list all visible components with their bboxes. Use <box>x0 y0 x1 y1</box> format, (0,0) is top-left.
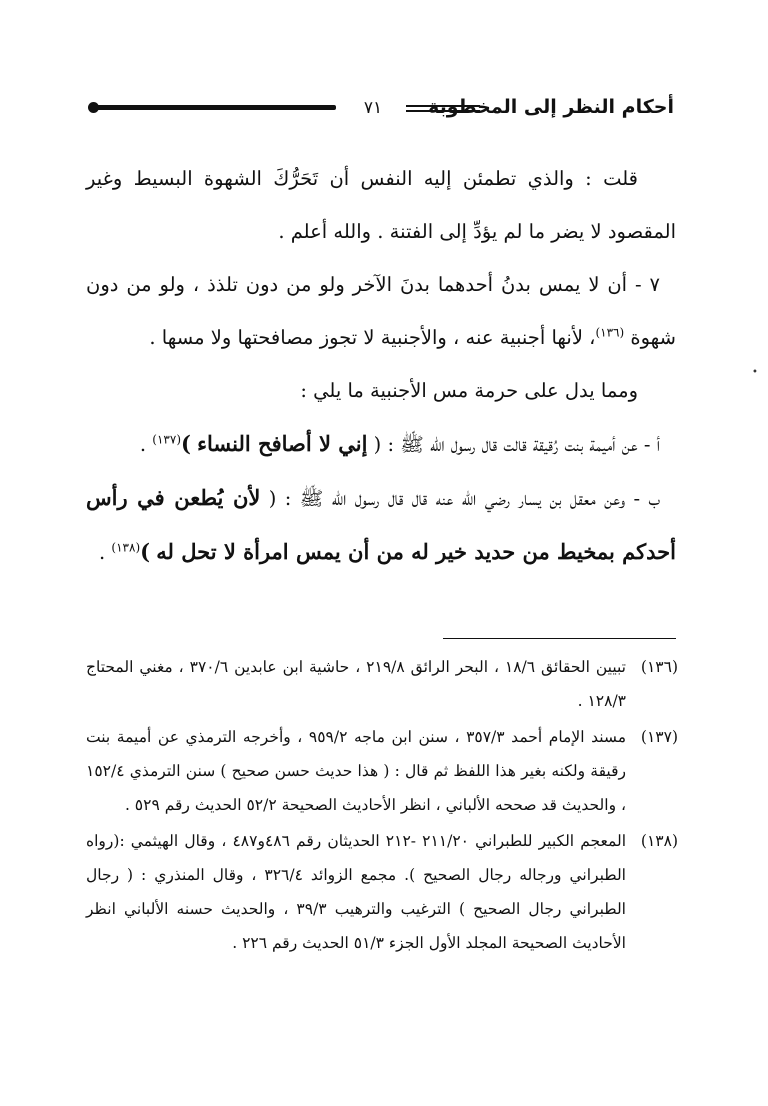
footnote-text: تبيين الحقائق ١٨/٦ ، البحر الرائق ٢١٩/٨ ، حاشية ابن عابدين ٣٧٠/٦ ، مغني المحتاج ١٢٨/٣ . <box>86 658 626 710</box>
hadith-b-end: . <box>99 541 106 564</box>
footnote-number: (١٣٦) <box>640 658 678 676</box>
hadith-b-intro: ب - وعن معقل بن يسار رضي الله عنه قال قال رسول الله ﷺ : ( <box>268 487 660 510</box>
page-header <box>88 96 674 132</box>
footnote-137 <box>86 720 678 822</box>
footnote-text: المعجم الكبير للطبراني ٢١١/٢٠ -٢١٢ الحديثان رقم ٤٨٦و٤٨٧ ، وقال الهيثمي :(رواه الطبراني ورجاله رجال الصحيح ). مجمع الزوائد ٣٢٦/٤ ، وقال المنذري : ( رجال الطبراني رجال الصحيح ) الترغيب والترهيب ٣٩/٣ ، والحديث حسنه الألباني انظر الأحاديث الصحيحة المجلد الأول الجزء ٥١/٣ الحديث رقم ٢٢٦ . <box>86 832 627 952</box>
hadith-a-intro: أ - عن أميمة بنت رُقيقة قالت قال رسول الله ﷺ : ( <box>373 433 660 456</box>
footnote-138 <box>86 824 678 960</box>
paragraph-2-text: ٧ - أن لا يمس بدنُ أحدهما بدنَ الآخر ولو من دون تلذذ ، ولو من دون شهوة <box>86 273 676 349</box>
footnote-ref-137: (١٣٧) <box>152 432 181 447</box>
footnotes <box>86 650 678 962</box>
footnote-number: (١٣٧) <box>640 728 678 746</box>
header-double-rule <box>406 105 480 107</box>
hadith-a-quote: إني لا أصافح النساء <box>197 431 368 456</box>
paragraph-3: ومما يدل على حرمة مس الأجنبية ما يلي : <box>300 379 638 402</box>
footnote-number: (١٣٨) <box>640 832 678 850</box>
footnote-ref-136: (١٣٦) <box>595 325 625 340</box>
footnote-text: مسند الإمام أحمد ٣٥٧/٣ ، سنن ابن ماجه ٩٥٩/٢ ، وأخرجه الترمذي عن أميمة بنت رقيقة ولكنه بغير هذا اللفظ ثم قال : ( هذا حديث حسن صحيح ) سنن الترمذي ١٥٢/٤ ، والحديث قد صححه الألباني ، انظر الأحاديث الصحيحة ٥٢/٢ الحديث رقم ٥٢٩ . <box>86 728 627 814</box>
page-number: ٧١ <box>363 98 383 118</box>
hadith-a-close: ) <box>181 431 191 456</box>
running-title: أحكام النظر إلى المخطوبة <box>428 96 674 118</box>
hadith-b-close: ) <box>140 539 151 564</box>
margin-mark: • <box>752 367 758 378</box>
hadith-a-end: . <box>139 433 147 456</box>
paragraph-5 <box>86 471 676 579</box>
main-text <box>86 152 676 579</box>
paragraph-2-tail: ، لأنها أجنبية عنه ، والأجنبية لا تجوز مصافحتها ولا مسها . <box>149 326 596 349</box>
header-ornament-rule <box>92 105 336 110</box>
footnote-separator <box>443 638 676 639</box>
hadith-b-quote: لأن يُطعن في رأس أحدكم بمخيط من حديد خير له من أن يمس امرأة لا تحل له <box>86 485 676 564</box>
footnote-ref-138: (١٣٨) <box>111 540 141 555</box>
paragraph-4 <box>86 417 676 471</box>
footnote-136 <box>86 650 678 718</box>
paragraph-1: قلت : والذي تطمئن إليه النفس أن تَحَرُّكَ الشهوة البسيط وغير المقصود لا يضر ما لم يؤدِّ إلى الفتنة . والله أعلم . <box>86 167 676 243</box>
paragraph-2 <box>86 258 676 364</box>
